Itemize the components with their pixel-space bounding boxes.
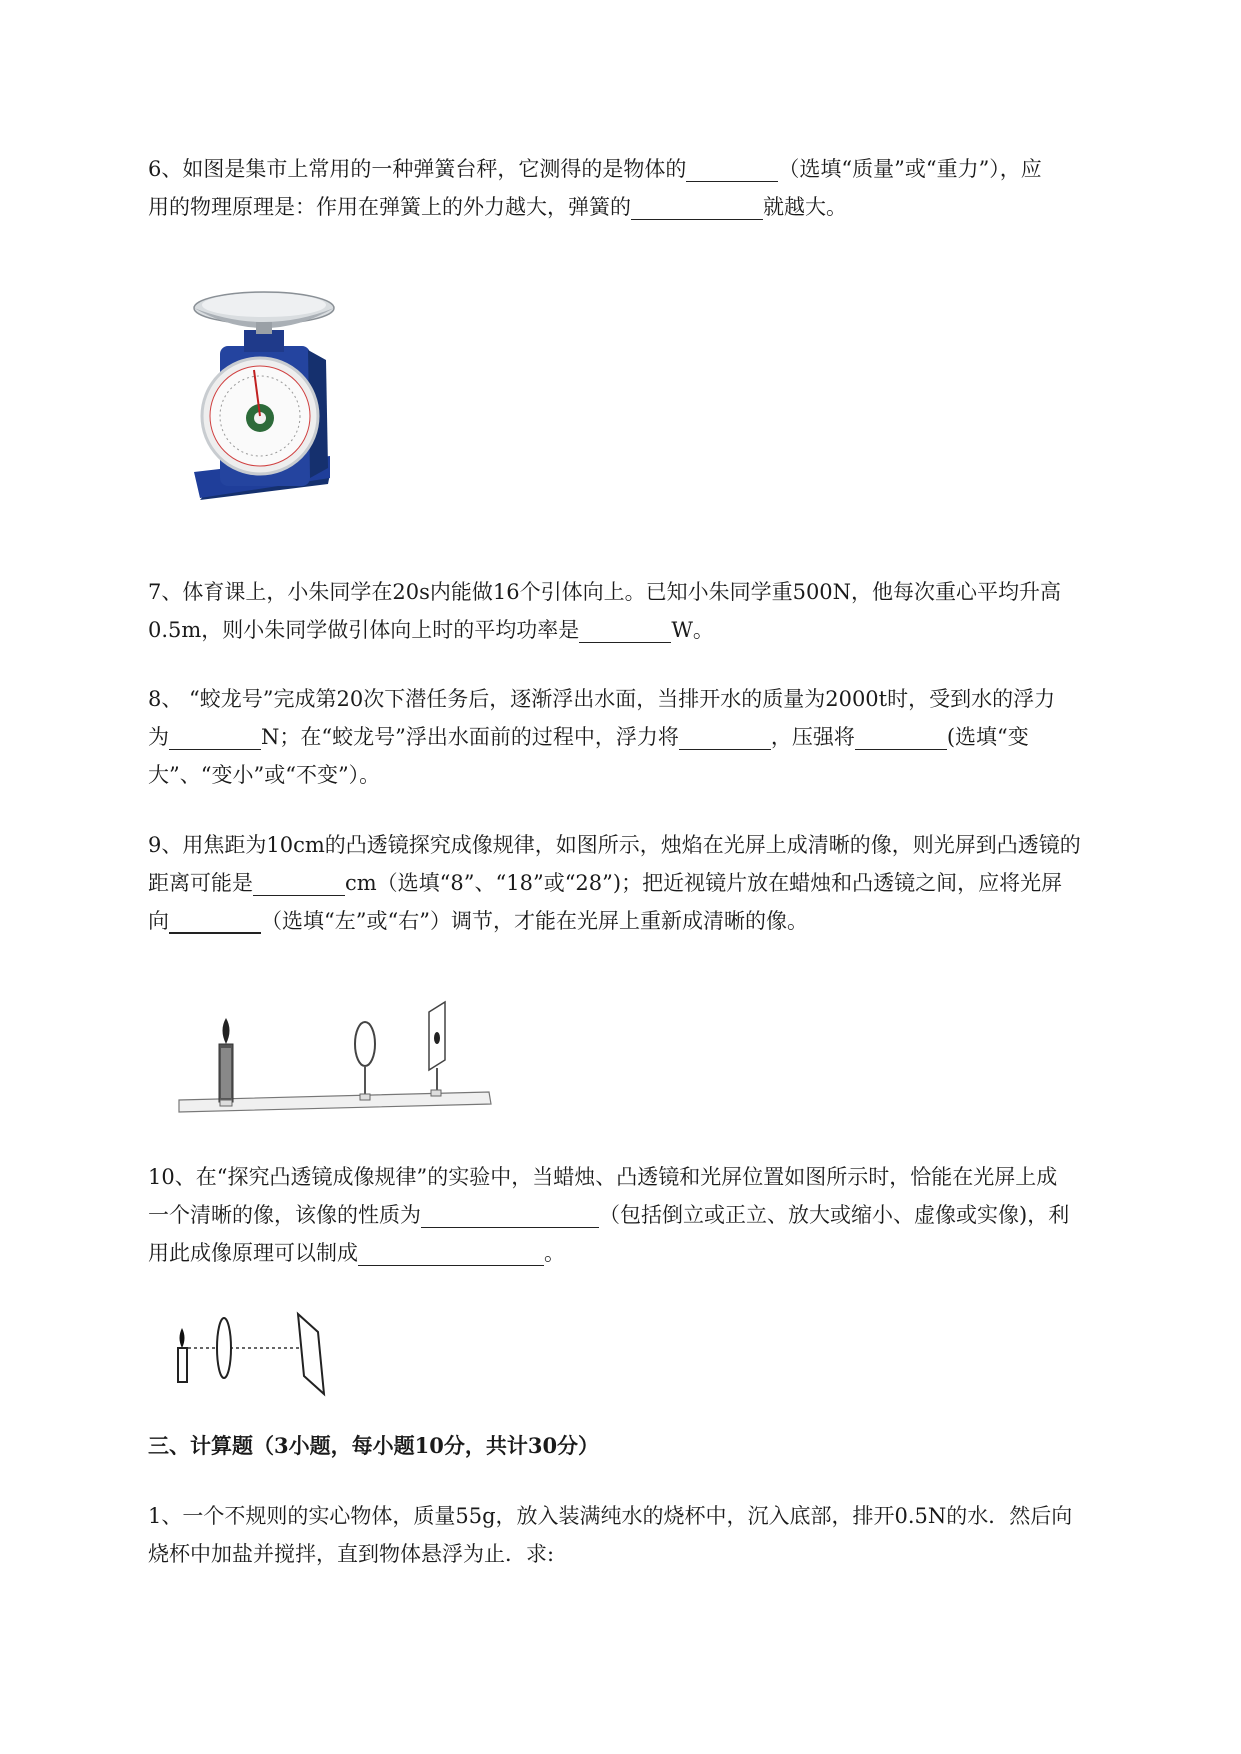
q9-text-3b: （选填“左”或“右”）调节，才能在光屏上重新成清晰的像。 bbox=[261, 909, 808, 933]
spring-scale-icon bbox=[180, 278, 340, 518]
q8-blank-1[interactable] bbox=[169, 725, 261, 750]
q6-text-2a: 用的物理原理是：作用在弹簧上的外力越大，弹簧的 bbox=[148, 195, 631, 219]
section-3-title: 三、计算题（3小题，每小题10分，共计30分） bbox=[148, 1433, 600, 1458]
question-8 bbox=[148, 680, 1156, 794]
lens-setup-icon bbox=[170, 1302, 330, 1398]
section-heading bbox=[148, 1427, 1156, 1465]
q10-blank-2[interactable] bbox=[358, 1241, 544, 1266]
q10-text-1: 10、在“探究凸透镜成像规律”的实验中，当蜡烛、凸透镜和光屏位置如图所示时，恰能在光屏上成 bbox=[148, 1165, 1058, 1189]
q8-text-2a: 为 bbox=[148, 725, 169, 749]
q10-text-3a: 用此成像原理可以制成 bbox=[148, 1241, 358, 1265]
q10-text-2b: （包括倒立或正立、放大或缩小、虚像或实像)，利 bbox=[599, 1203, 1070, 1227]
q9-text-1: 9、用焦距为10cm的凸透镜探究成像规律，如图所示，烛焰在光屏上成清晰的像，则光屏到凸透镜的 bbox=[148, 833, 1081, 857]
q6-text-1a: 6、如图是集市上常用的一种弹簧台秤，它测得的是物体的 bbox=[148, 157, 687, 181]
q8-blank-2[interactable] bbox=[679, 725, 771, 750]
question-10 bbox=[148, 1158, 1156, 1272]
question-7 bbox=[148, 573, 1156, 649]
question-9 bbox=[148, 826, 1156, 940]
q9-text-3a: 向 bbox=[148, 909, 169, 933]
q7-text-2b: W。 bbox=[671, 618, 714, 642]
calc1-text-2: 烧杯中加盐并搅拌，直到物体悬浮为止．求: bbox=[148, 1542, 555, 1566]
q8-text-2c: ，压强将 bbox=[770, 725, 855, 749]
q8-blank-3[interactable] bbox=[855, 725, 947, 750]
q7-blank-1[interactable] bbox=[579, 618, 671, 643]
q10-text-2a: 一个清晰的像，该像的性质为 bbox=[148, 1203, 421, 1227]
q9-text-2a: 距离可能是 bbox=[148, 871, 253, 895]
q7-text-2a: 0.5m，则小朱同学做引体向上时的平均功率是 bbox=[148, 618, 580, 642]
question-6 bbox=[148, 150, 1156, 226]
q6-text-2b: 就越大。 bbox=[763, 195, 847, 219]
q6-blank-2[interactable] bbox=[631, 195, 763, 220]
q9-blank-1[interactable] bbox=[253, 871, 345, 896]
q9-text-2b: cm（选填“8”、“18”或“28”)；把近视镜片放在蜡烛和凸透镜之间，应将光屏 bbox=[345, 871, 1063, 895]
calc1-text-1: 1、一个不规则的实心物体，质量55g，放入装满纯水的烧杯中，沉入底部，排开0.5N的水．然后向 bbox=[148, 1504, 1073, 1528]
q6-text-1b: （选填“质量”或“重力”），应 bbox=[778, 157, 1042, 181]
optical-bench-icon bbox=[175, 1000, 495, 1122]
q10-text-3b: 。 bbox=[544, 1241, 565, 1265]
q10-blank-1[interactable] bbox=[421, 1203, 599, 1228]
q8-text-1: 8、 “蛟龙号”完成第20次下潜任务后，逐渐浮出水面，当排开水的质量为2000t时，受到水的浮力 bbox=[148, 687, 1056, 711]
q8-text-2b: N；在“蛟龙号”浮出水面前的过程中，浮力将 bbox=[261, 725, 679, 749]
q8-text-3: 大”、“变小”或“不变”）。 bbox=[148, 763, 381, 787]
q6-blank-1[interactable] bbox=[686, 157, 778, 182]
q8-text-2d: (选填“变 bbox=[946, 725, 1029, 749]
q7-text-1: 7、体育课上，小朱同学在20s内能做16个引体向上。已知小朱同学重500N，他每次重心平均升高 bbox=[148, 580, 1062, 604]
q9-blank-2[interactable] bbox=[169, 908, 261, 934]
calc-question-1 bbox=[148, 1497, 1156, 1573]
